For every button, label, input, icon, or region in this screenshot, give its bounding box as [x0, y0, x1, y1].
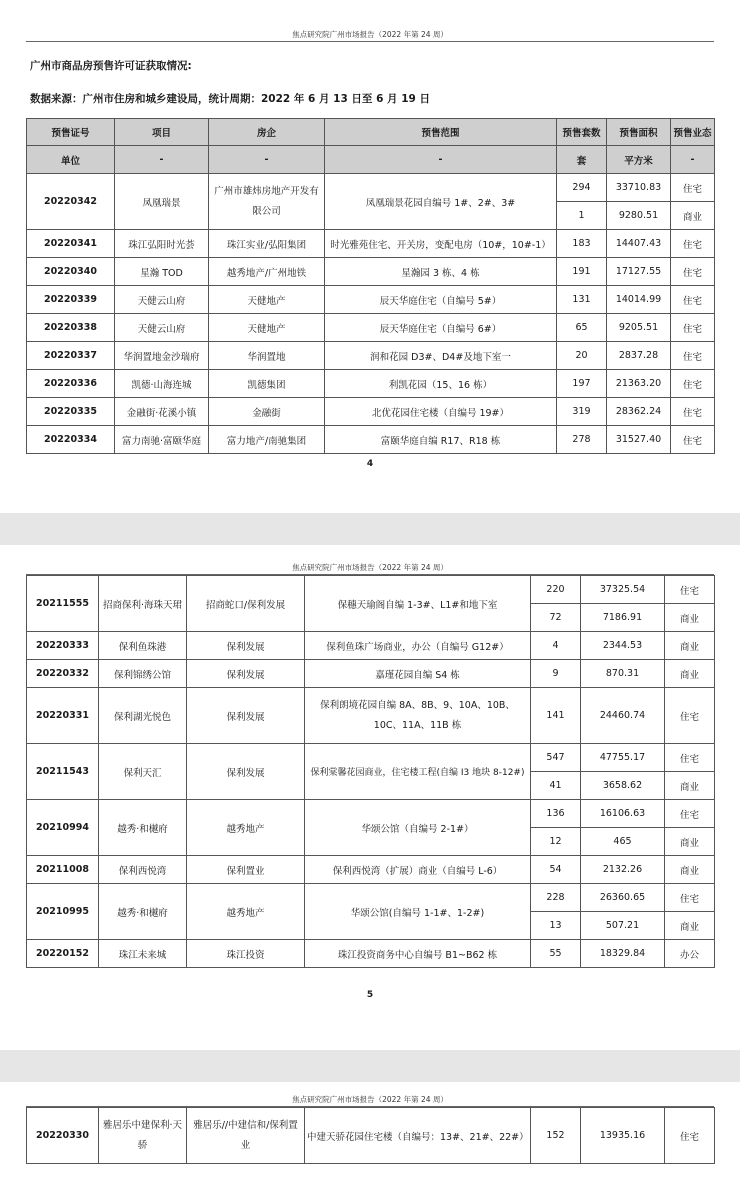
col-header: 预售套数 [557, 119, 607, 146]
header-divider [26, 41, 714, 42]
permit-id: 20220337 [27, 342, 115, 370]
col-header: 预售范围 [325, 119, 557, 146]
area: 17127.55 [607, 258, 671, 286]
developer: 凯德集团 [209, 370, 325, 398]
project-name: 珠江未来城 [99, 940, 187, 968]
unit-cell: - [325, 146, 557, 174]
developer: 广州市雄炜房地产开发有限公司 [209, 174, 325, 230]
area: 13935.16 [581, 1108, 665, 1164]
data-source-heading: 数据来源：广州市住房和城乡建设局，统计周期：2022 年 6 月 13 日至 6 月 19 日 [30, 93, 430, 105]
unit-count: 547 [531, 744, 581, 772]
area: 28362.24 [607, 398, 671, 426]
col-header: 预售业态 [671, 119, 715, 146]
col-header: 预售证号 [27, 119, 115, 146]
property-type: 商业 [665, 828, 715, 856]
unit-count: 136 [531, 800, 581, 828]
table-row [27, 398, 715, 426]
project-name: 招商保利·海珠天珺 [99, 576, 187, 632]
unit-count: 183 [557, 230, 607, 258]
presale-scope: 凤凰瑞景花园自编号 1#、2#、3# [325, 174, 557, 230]
table-row [27, 370, 715, 398]
report-page-4 [0, 0, 740, 513]
property-type: 商业 [665, 912, 715, 940]
permit-id: 20220340 [27, 258, 115, 286]
unit-count: 41 [531, 772, 581, 800]
project-name: 越秀·和樾府 [99, 800, 187, 856]
col-header: 预售面积 [607, 119, 671, 146]
col-header: 项目 [115, 119, 209, 146]
unit-count: 12 [531, 828, 581, 856]
permit-id: 20220334 [27, 426, 115, 454]
developer: 保利发展 [187, 688, 305, 744]
presale-scope: 保利西悦湾（扩展）商业（自编号 L-6） [305, 856, 531, 884]
unit-count: 1 [557, 202, 607, 230]
page-gap [0, 1050, 740, 1082]
column-header-row [27, 119, 715, 146]
table-row [27, 1108, 715, 1164]
permit-id: 20220341 [27, 230, 115, 258]
page-header: 焦点研究院广州市场报告（2022 年第 24 周） [292, 30, 448, 39]
area: 9205.51 [607, 314, 671, 342]
table-row [27, 314, 715, 342]
permit-id: 20210994 [27, 800, 99, 856]
presale-scope: 保利鱼珠广场商业，办公（自编号 G12#） [305, 632, 531, 660]
table-row [27, 744, 715, 772]
unit-count: 131 [557, 286, 607, 314]
project-name: 天健云山府 [115, 286, 209, 314]
page-number: 4 [366, 459, 374, 469]
developer: 金融街 [209, 398, 325, 426]
unit-count: 294 [557, 174, 607, 202]
property-type: 住宅 [665, 1108, 715, 1164]
table-row [27, 856, 715, 884]
area: 2344.53 [581, 632, 665, 660]
project-name: 凤凰瑞景 [115, 174, 209, 230]
project-name: 华润置地金沙瑞府 [115, 342, 209, 370]
unit-count: 191 [557, 258, 607, 286]
unit-count: 278 [557, 426, 607, 454]
presale-scope: 润和花园 D3#、D4#及地下室一 [325, 342, 557, 370]
unit-cell: 单位 [27, 146, 115, 174]
presale-scope: 北优花园住宅楼（自编号 19#） [325, 398, 557, 426]
area: 9280.51 [607, 202, 671, 230]
table-row [27, 632, 715, 660]
permit-id: 20211008 [27, 856, 99, 884]
project-name: 金融街·花溪小镇 [115, 398, 209, 426]
project-name: 保利锦绣公馆 [99, 660, 187, 688]
developer: 越秀地产 [187, 884, 305, 940]
presale-scope: 中建天骄花园住宅楼（自编号：13#、21#、22#） [305, 1108, 531, 1164]
permit-id: 20220331 [27, 688, 99, 744]
property-type: 商业 [671, 202, 715, 230]
presale-scope: 辰天华庭住宅（自编号 6#） [325, 314, 557, 342]
permit-id: 20210995 [27, 884, 99, 940]
project-name: 珠江弘阳时光荟 [115, 230, 209, 258]
property-type: 住宅 [671, 258, 715, 286]
permit-id: 20220152 [27, 940, 99, 968]
unit-cell: - [209, 146, 325, 174]
presale-scope: 嘉瑾花园自编 S4 栋 [305, 660, 531, 688]
area: 14407.43 [607, 230, 671, 258]
presale-table-page6 [26, 1107, 715, 1164]
unit-cell: - [115, 146, 209, 174]
unit-count: 20 [557, 342, 607, 370]
area: 465 [581, 828, 665, 856]
presale-scope: 华颂公馆（自编号 2-1#） [305, 800, 531, 856]
developer: 天健地产 [209, 314, 325, 342]
table-row [27, 576, 715, 604]
unit-count: 4 [531, 632, 581, 660]
permit-id: 20220333 [27, 632, 99, 660]
unit-count: 228 [531, 884, 581, 912]
developer: 越秀地产/广州地铁 [209, 258, 325, 286]
table-row [27, 800, 715, 828]
page-gap [0, 513, 740, 545]
project-name: 富力南驰·富颐华庭 [115, 426, 209, 454]
presale-scope: 华颂公馆(自编号 1-1#、1-2#) [305, 884, 531, 940]
developer: 招商蛇口/保利发展 [187, 576, 305, 632]
permit-id: 20220332 [27, 660, 99, 688]
table-row [27, 660, 715, 688]
property-type: 住宅 [671, 174, 715, 202]
area: 2132.26 [581, 856, 665, 884]
property-type: 住宅 [671, 230, 715, 258]
area: 31527.40 [607, 426, 671, 454]
permit-id: 20220339 [27, 286, 115, 314]
area: 14014.99 [607, 286, 671, 314]
unit-count: 13 [531, 912, 581, 940]
report-page-6 [0, 1082, 740, 1181]
property-type: 商业 [665, 604, 715, 632]
property-type: 住宅 [671, 398, 715, 426]
unit-cell: 套 [557, 146, 607, 174]
developer: 富力地产/南驰集团 [209, 426, 325, 454]
table-row [27, 688, 715, 744]
developer: 华润置地 [209, 342, 325, 370]
project-name: 保利天汇 [99, 744, 187, 800]
unit-count: 197 [557, 370, 607, 398]
property-type: 住宅 [671, 342, 715, 370]
presale-scope: 珠江投资商务中心自编号 B1~B62 栋 [305, 940, 531, 968]
table-row [27, 426, 715, 454]
property-type: 住宅 [671, 286, 715, 314]
unit-cell: - [671, 146, 715, 174]
project-name: 天健云山府 [115, 314, 209, 342]
unit-count: 319 [557, 398, 607, 426]
property-type: 住宅 [665, 744, 715, 772]
presale-scope: 辰天华庭住宅（自编号 5#） [325, 286, 557, 314]
page-number: 5 [366, 990, 374, 1000]
section-heading: 广州市商品房预售许可证获取情况: [30, 60, 192, 72]
project-name: 星瀚 TOD [115, 258, 209, 286]
area: 37325.54 [581, 576, 665, 604]
page-header: 焦点研究院广州市场报告（2022 年第 24 周） [292, 1095, 448, 1104]
permit-id: 20220336 [27, 370, 115, 398]
table-row [27, 174, 715, 202]
area: 16106.63 [581, 800, 665, 828]
area: 33710.83 [607, 174, 671, 202]
table-row [27, 940, 715, 968]
developer: 越秀地产 [187, 800, 305, 856]
developer: 保利发展 [187, 632, 305, 660]
table-row [27, 342, 715, 370]
property-type: 住宅 [665, 576, 715, 604]
developer: 天健地产 [209, 286, 325, 314]
area: 7186.91 [581, 604, 665, 632]
presale-scope: 富颐华庭自编 R17、R18 栋 [325, 426, 557, 454]
unit-count: 72 [531, 604, 581, 632]
area: 507.21 [581, 912, 665, 940]
page-header: 焦点研究院广州市场报告（2022 年第 24 周） [292, 563, 448, 572]
area: 21363.20 [607, 370, 671, 398]
developer: 保利发展 [187, 744, 305, 800]
area: 18329.84 [581, 940, 665, 968]
presale-scope: 时光雅苑住宅、开关房，变配电房（10#，10#-1） [325, 230, 557, 258]
area: 870.31 [581, 660, 665, 688]
project-name: 凯德·山海连城 [115, 370, 209, 398]
unit-count: 54 [531, 856, 581, 884]
unit-cell: 平方米 [607, 146, 671, 174]
table-row [27, 286, 715, 314]
unit-count: 141 [531, 688, 581, 744]
table-row [27, 230, 715, 258]
permit-id: 20211543 [27, 744, 99, 800]
property-type: 住宅 [665, 688, 715, 744]
presale-scope: 利凯花园（15、16 栋） [325, 370, 557, 398]
developer: 雅居乐//中建信和/保利置业 [187, 1108, 305, 1164]
developer: 保利置业 [187, 856, 305, 884]
unit-count: 65 [557, 314, 607, 342]
permit-id: 20220330 [27, 1108, 99, 1164]
permit-id: 20220335 [27, 398, 115, 426]
permit-id: 20220342 [27, 174, 115, 230]
project-name: 保利西悦湾 [99, 856, 187, 884]
property-type: 住宅 [665, 884, 715, 912]
area: 26360.65 [581, 884, 665, 912]
area: 3658.62 [581, 772, 665, 800]
area: 24460.74 [581, 688, 665, 744]
project-name: 保利湖光悦色 [99, 688, 187, 744]
property-type: 商业 [665, 772, 715, 800]
developer: 保利发展 [187, 660, 305, 688]
presale-scope: 保穗天瑜阁自编 1-3#、L1#和地下室 [305, 576, 531, 632]
table-row [27, 258, 715, 286]
unit-count: 220 [531, 576, 581, 604]
area: 47755.17 [581, 744, 665, 772]
area: 2837.28 [607, 342, 671, 370]
presale-table-page4 [26, 118, 715, 454]
permit-id: 20211555 [27, 576, 99, 632]
presale-scope: 星瀚园 3 栋、4 栋 [325, 258, 557, 286]
presale-table-page5 [26, 575, 715, 968]
report-page-5 [0, 545, 740, 1050]
table-row [27, 884, 715, 912]
property-type: 商业 [665, 632, 715, 660]
property-type: 住宅 [671, 314, 715, 342]
presale-scope: 保利棠馨花园商业，住宅楼工程(自编 I3 地块 8-12#) [305, 744, 531, 800]
unit-count: 152 [531, 1108, 581, 1164]
property-type: 商业 [665, 856, 715, 884]
property-type: 商业 [665, 660, 715, 688]
presale-scope: 保利朗境花园自编 8A、8B、9、10A、10B、10C、11A、11B 栋 [305, 688, 531, 744]
permit-id: 20220338 [27, 314, 115, 342]
unit-count: 9 [531, 660, 581, 688]
property-type: 住宅 [671, 426, 715, 454]
unit-count: 55 [531, 940, 581, 968]
unit-row [27, 146, 715, 174]
col-header: 房企 [209, 119, 325, 146]
property-type: 住宅 [665, 800, 715, 828]
project-name: 越秀·和樾府 [99, 884, 187, 940]
property-type: 住宅 [671, 370, 715, 398]
project-name: 雅居乐中建保利·天骄 [99, 1108, 187, 1164]
developer: 珠江投资 [187, 940, 305, 968]
developer: 珠江实业/弘阳集团 [209, 230, 325, 258]
property-type: 办公 [665, 940, 715, 968]
project-name: 保利鱼珠港 [99, 632, 187, 660]
